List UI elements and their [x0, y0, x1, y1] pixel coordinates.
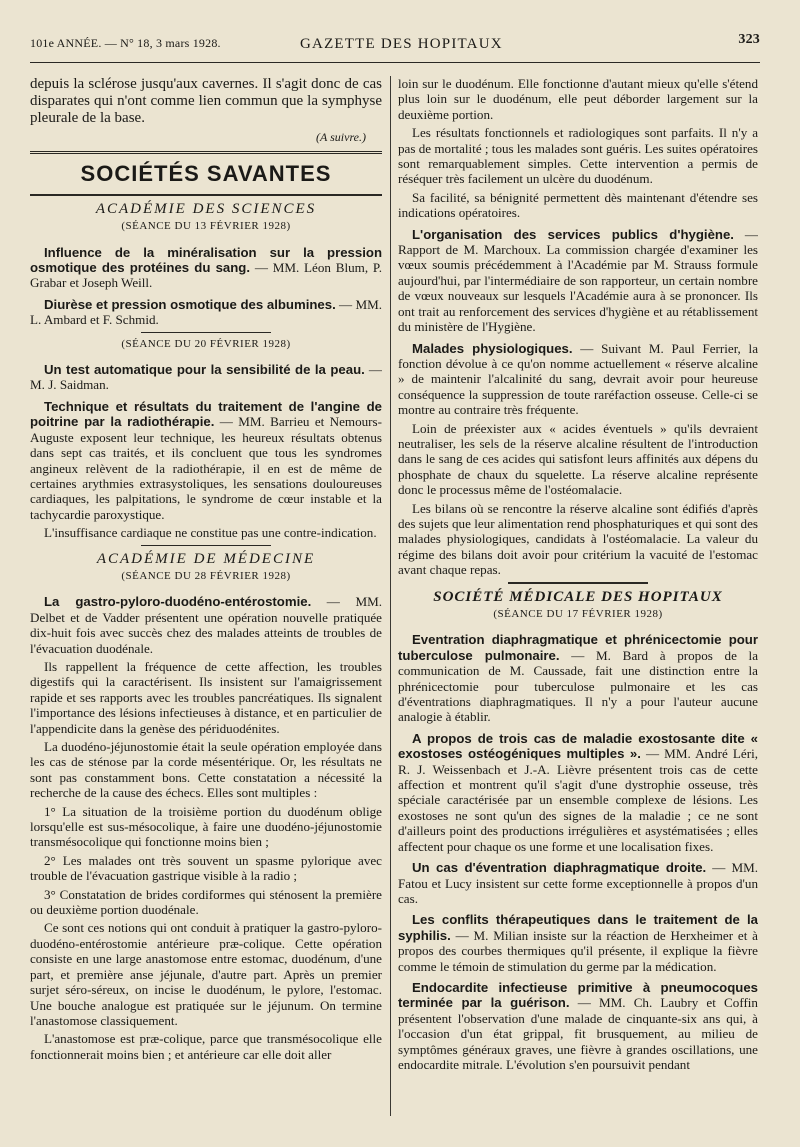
paragraph: La duodéno-jéjunostomie était la seule opération employée dans les cas de sténose par la corde mésentérique. Or, les résultats ne sont pas constamment bons. Cette constatation a nécessité la recherche de la cause des échecs. Elles sont multiples :: [30, 739, 382, 801]
societe-medicale-heading: SOCIÉTÉ MÉDICALE DES HOPITAUX: [433, 588, 723, 605]
article-text: — Rapport de M. Marchoux. La commission chargée d'examiner les vœux soumis précédemment à l'Académie par M. Strauss formule aujourd'hui, par l'intermédiaire de son rapporteur, un certain nombre de vœux nouveaux sur lesquels l'Académie aura à se prononcer. Ils ont trait au renforcement des services d'hygiène et au rétablissement du ministère de l'Hygiène.: [398, 226, 758, 335]
to-be-continued: (A suivre.): [316, 130, 366, 144]
header-rule: [30, 62, 760, 63]
article-text: — Suivant M. Paul Ferrier, la fonction dévolue à ce qu'on nomme actuellement « réserve alcaline » de maintenir l'alcalinité du sang, devrait avoir pour heureuse conséquence la suppression de toute raréfaction osseuse. Celle-ci se montre au contraire très fréquente.: [398, 340, 758, 418]
article-title: Influence de la minéralisation sur la pression osmotique des protéines du sang.: [30, 244, 382, 276]
paragraph: L'insuffisance cardiaque ne constitue pas une contre-indication.: [44, 525, 377, 541]
section-title-rule: [30, 194, 382, 196]
paragraph: 2° Les malades ont très souvent un spasme pylorique avec trouble de l'évacuation gastrique visible à la radio ;: [30, 852, 382, 884]
article: [398, 912, 758, 974]
paragraph: loin sur le duodénum. Elle fonctionne d'autant mieux qu'elle s'étend plus loin sur le duodénum, elle peut déborder largement sur la deuxième portion.: [398, 76, 758, 122]
article-title: Technique et résultats du traitement de l'angine de poitrine par la radiothérapie.: [30, 398, 382, 430]
article-title: L'organisation des services publics d'hygiène.: [412, 226, 734, 242]
divider: [508, 582, 648, 584]
article-text: — MM. André Léri, R. J. Weissenbach et J.-A. Lièvre présentent trois cas de cette affection et montrent qu'il s'agit d'une dystrophie osseuse, très spéciale caractérisée par un ensemble complexe de lésions. Les exostoses ne sont qu'un des signes de la maladie ; ce ne sont d'ailleurs point des productions irrégulières et asystématisées ; elles affectent pour chaque os une forme et une localisation fixes.: [398, 746, 758, 854]
article-text: — M. J. Saidman.: [30, 362, 382, 393]
section-title: SOCIÉTÉS SAVANTES: [80, 161, 332, 187]
session-date: (SÉANCE DU 17 FÉVRIER 1928): [493, 608, 663, 620]
page-number: 323: [738, 32, 760, 47]
session-date: (SÉANCE DU 13 FÉVRIER 1928): [121, 220, 291, 233]
paragraph: 1° La situation de la troisième portion du duodénum oblige lorsqu'elle est sus-mésocolique, à faire une duodéno-jéjunostomie transmésocolique qui fonctionne moins bien ;: [30, 803, 382, 850]
article-title: Endocardite infectieuse primitive à pneumocoques terminée par la guérison.: [398, 979, 758, 1011]
paragraph: Les bilans où se rencontre la réserve alcaline sont édifiés d'après des sujets que leur alimentation rend phosphaturiques et qui sont des malades physiologiques, candidats à l'ostéomalacie. La valeur du régime des bilans doit avoir pour critérium la vacuité de l'estomac avant chaque repas.: [398, 500, 758, 578]
article-title: Un cas d'éventration diaphragmatique droite.: [412, 860, 707, 876]
issue-line: 101e ANNÉE. — N° 18, 3 mars 1928.: [30, 36, 221, 50]
article-title: Eventration diaphragmatique et phrénicectomie pour tuberculose pulmonaire.: [398, 632, 758, 663]
article: [30, 297, 382, 328]
academy-medicine-heading: ACADÉMIE DE MÉDECINE: [96, 550, 316, 567]
article: [398, 227, 758, 335]
article-title: Un test automatique pour la sensibilité de la peau.: [44, 362, 365, 378]
left-column: [30, 76, 382, 1133]
paragraph: Sa facilité, sa bénignité permettent dès maintenant d'étendre ses indications opératoires.: [398, 189, 758, 221]
paragraph: Les résultats fonctionnels et radiologiques sont parfaits. Il n'y a pas de mortalité ; tous les malades sont guéris. Les suites opératoires sont remarquablement simples. Cette intervention a permis de réséquer très facilement un ulcère du duodénum.: [398, 125, 758, 187]
article: [30, 245, 382, 291]
session-date: (SÉANCE DU 20 FÉVRIER 1928): [121, 337, 291, 350]
paragraph: Ils rappellent la fréquence de cette affection, les troubles digestifs qui la caractérisent. Ils insistent sur l'amaigrissement rapide et ses rapports avec les troubles pancréatiques. Ils signalent l'importance des lésions infectieuses à distance, et en particulier de l'appendicite dans la genèse des périduodénites.: [30, 658, 382, 736]
article-title: Malades physiologiques.: [412, 340, 573, 356]
article-text: — MM. Ch. Laubry et Coffin présentent l'observation d'une malade de cinquante-six ans qui, à l'occasion d'un état grippal, fit brusquement, au milieu de symptômes généraux graves, une fièvre à grandes oscillations, une endocardite mitrale. L'évolution s'en poursuivit pendant: [398, 995, 758, 1072]
article: [398, 731, 758, 854]
article: [398, 980, 758, 1072]
article: [398, 632, 758, 724]
article-title: Diurèse et pression osmotique des albumines.: [44, 296, 336, 312]
continued-text: depuis la sclérose jusqu'aux cavernes. Il s'agit donc de cas disparates qui n'ont comme lien commun que la symphyse pleurale de la base.: [30, 76, 382, 126]
article: [398, 341, 758, 418]
divider: [141, 332, 271, 333]
article: [30, 362, 382, 393]
right-column: [398, 76, 758, 1133]
paragraph: 3° Constatation de brides cordiformes qui sténosent la première ou deuxième portion duodénale.: [30, 886, 382, 918]
article: [398, 860, 758, 906]
article-title: Les conflits thérapeutiques dans le traitement de la syphilis.: [398, 912, 758, 943]
article-text: — MM. Barrieu et Nemours-Auguste exposent leur technique, les heureux résultats obtenus dans sept cas traités, et ils concluent que tous les syndromes angineux relèvent de la radiothérapie, il en est de même de certaines arythmies extrasystoliques, les sensations douloureuses cardiaques, les palpitations, le syndrome de cœur instable et la tachycardie paroxystique.: [30, 414, 382, 522]
paragraph: Ce sont ces notions qui ont conduit à pratiquer la gastro-pyloro-duodéno-entérostomie antérieure præ-colique. Cette opération consiste en une large anastomose entre estomac, duodénum, d'une part, et première anse jéjunale, d'autre part. Après un premier surjet séro-séreux, on incise le duodénum, le pylore, l'estomac. Une bouche analogue est pratiquée sur le jéjunum. On termine l'anastomose classiquement.: [30, 920, 382, 1028]
article-text: — MM. L. Ambard et F. Schmid.: [30, 296, 382, 328]
academy-sciences-heading: ACADÉMIE DES SCIENCES: [95, 200, 317, 217]
article: [30, 594, 382, 656]
article-text: — MM. Delbet et de Vadder présentent une opération nouvelle pratiquée dix-huit fois avec succès chez des malades atteints de troubles de l'évacuation duodénale.: [30, 594, 382, 656]
article-text: — M. Milian insiste sur la réaction de Herxheimer et à propos des courbes thermiques qu'il présente, il explique la fièvre comme le témoin de stimulation du germe par la médication.: [398, 927, 758, 974]
article-text: — M. Bard à propos de la communication de M. Caussade, fait une distinction entre la phrénicectomie pour tuberculose pulmonaire et les cas d'éventrations diaphragmatiques. Il n'y a pour l'auteur aucune analogie à établir.: [398, 647, 758, 725]
session-date: (SÉANCE DU 28 FÉVRIER 1928): [121, 569, 291, 582]
section-rule: [30, 151, 382, 154]
article-title: A propos de trois cas de maladie exostosante dite « exostoses ostéogéniques multiples ».: [398, 730, 758, 762]
journal-title: GAZETTE DES HOPITAUX: [300, 36, 503, 52]
article-text: — MM. Léon Blum, P. Grabar et Joseph Weill.: [30, 260, 382, 291]
divider: [141, 545, 271, 546]
paragraph: L'anastomose est præ-colique, parce que transmésocolique elle fonctionnerait moins bien ; et antérieure car elle doit aller: [30, 1031, 382, 1062]
article-title: La gastro-pyloro-duodéno-entérostomie.: [44, 594, 312, 610]
article-text: — MM. Fatou et Lucy insistent sur cette forme exceptionnelle à propos d'un cas.: [398, 860, 758, 906]
column-separator: [390, 76, 391, 1116]
paragraph: Loin de préexister aux « acides éventuels » qu'ils devraient neutraliser, les sels de la réserve alcaline résultent de l'introduction dans le sang de ces acides qui satisfont leurs affinités aux dépens du phosphate de chaux du squelette. La réserve alcaline représente donc le processus même de l'ostéomalacie.: [398, 420, 758, 498]
page-header: [30, 32, 760, 58]
article: [30, 399, 382, 522]
